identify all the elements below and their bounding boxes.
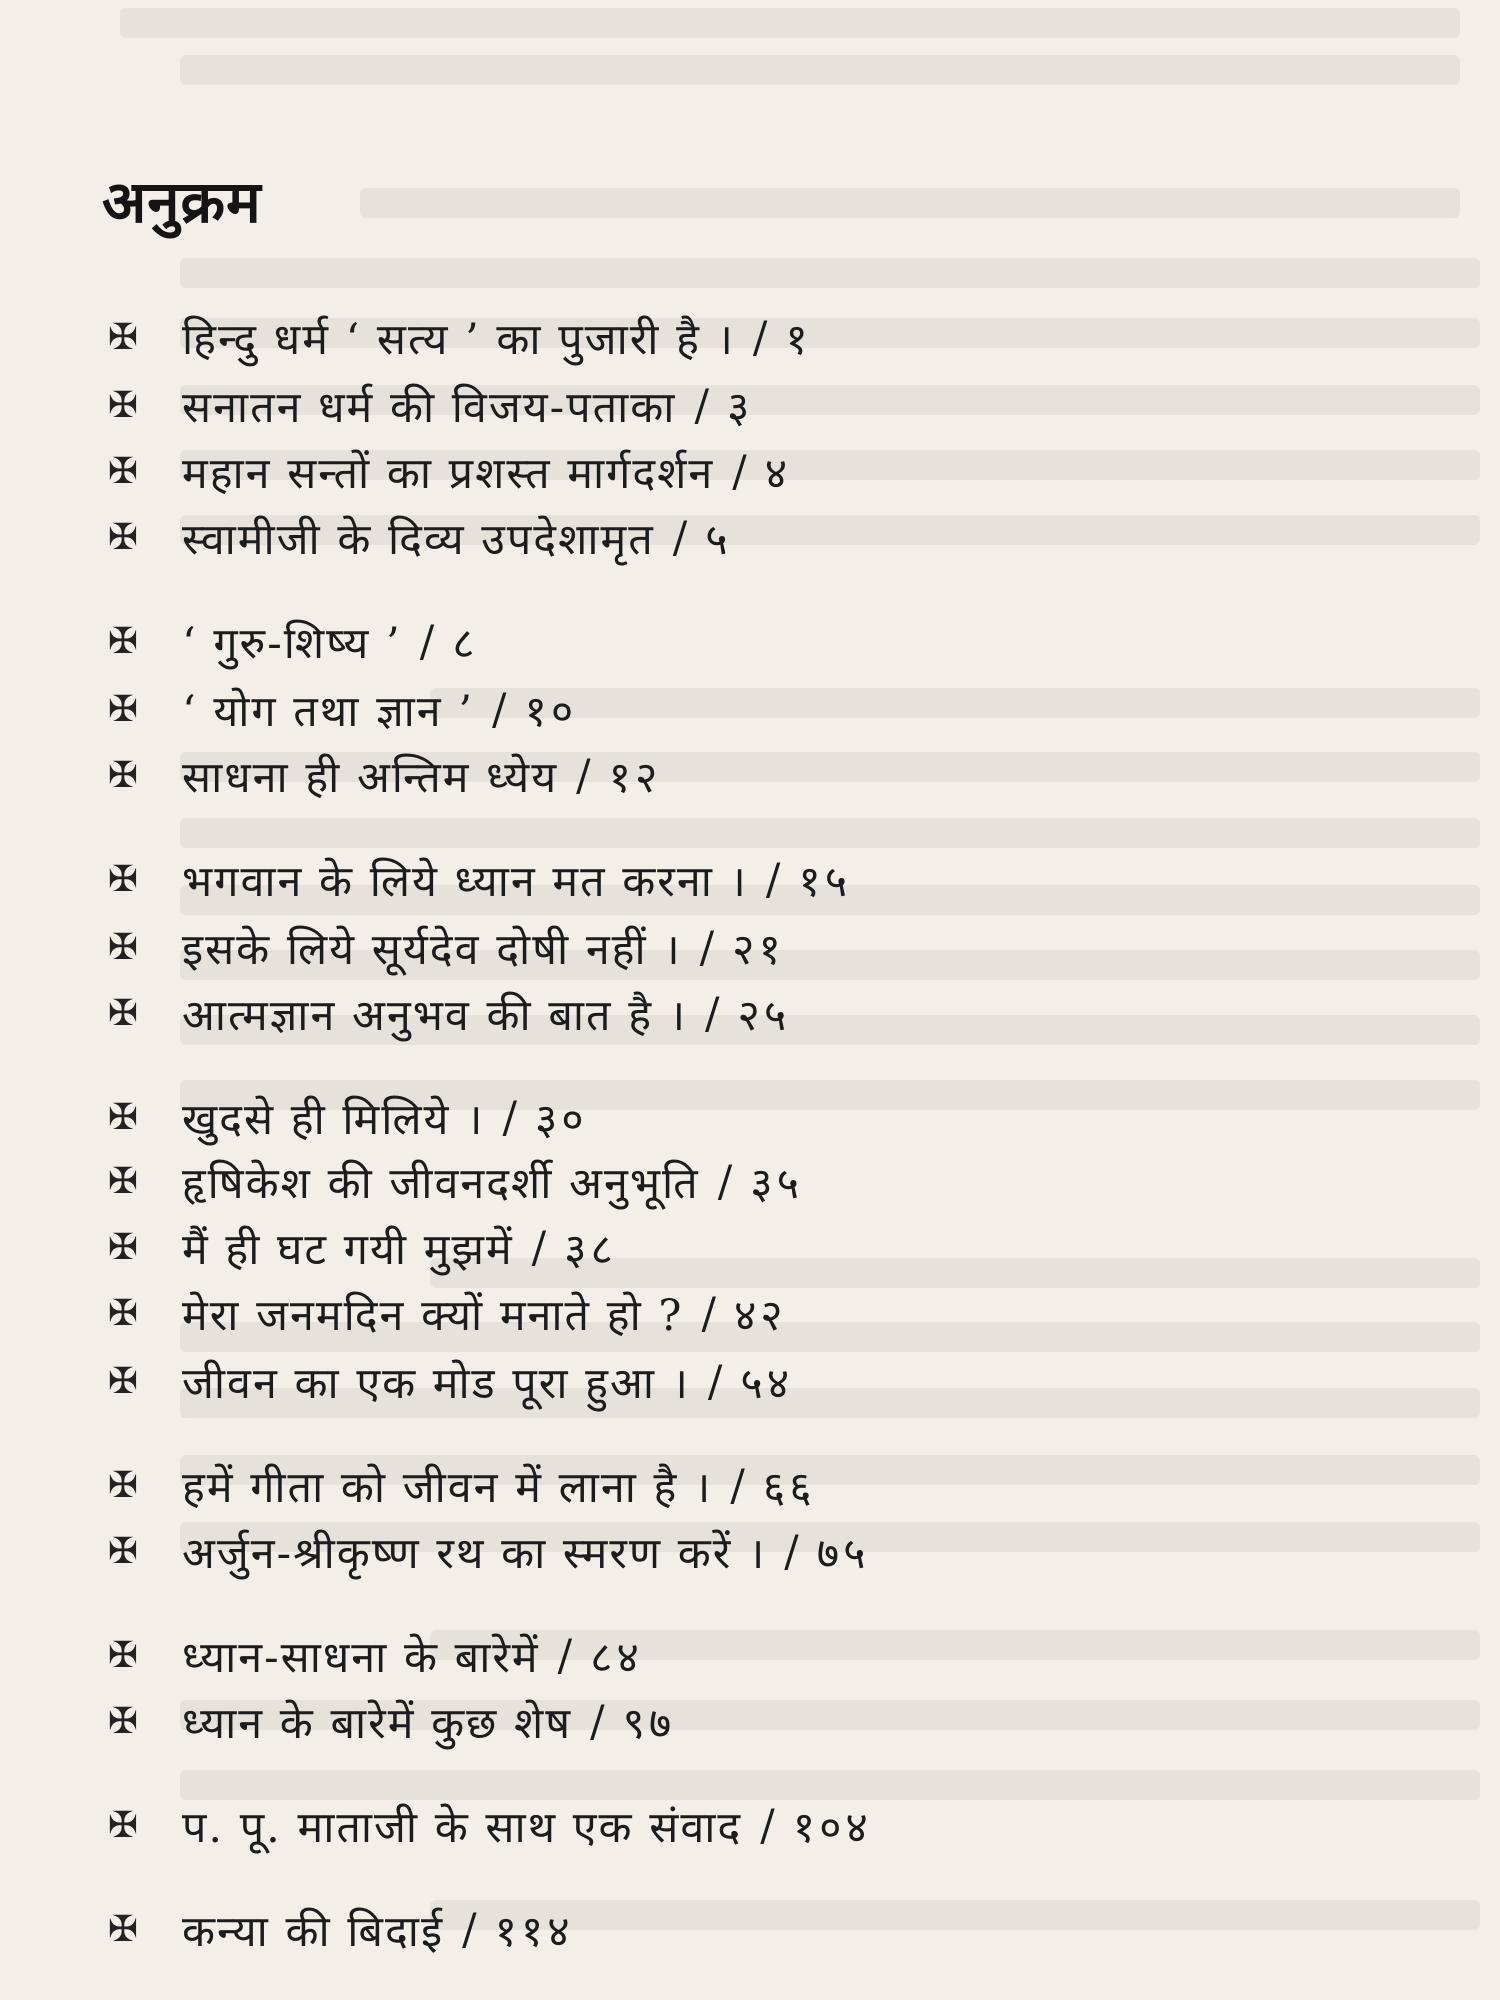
toc-entry-page-number: १ — [785, 315, 812, 365]
toc-entry-separator: / — [462, 1904, 477, 1955]
toc-entry-title: हिन्दु धर्म ‘ सत्य ’ का पुजारी है । — [182, 315, 735, 365]
toc-entry-page-number: ४ — [764, 449, 792, 499]
toc-entry-separator: / — [502, 1092, 517, 1143]
toc-entry — [100, 1218, 617, 1277]
maltese-cross-bullet-icon: ✠ — [107, 1909, 139, 1950]
toc-entry-title: कन्या की बिदाई — [182, 1907, 445, 1957]
toc-entry-page-number: ६६ — [762, 1463, 816, 1513]
toc-entry-title: साधना ही अन्तिम ध्येय — [182, 753, 559, 803]
toc-entry-separator: / — [557, 1630, 573, 1681]
toc-entry-separator: / — [492, 684, 507, 735]
toc-entry — [100, 612, 479, 671]
toc-entry — [100, 1352, 793, 1411]
toc-entry-separator: / — [752, 312, 768, 363]
toc-entry — [100, 680, 577, 739]
maltese-cross-bullet-icon: ✠ — [107, 1293, 139, 1334]
toc-entry-title: महान सन्तों का प्रशस्त मार्गदर्शन — [182, 449, 715, 499]
toc-entry — [100, 1626, 643, 1685]
toc-entry — [100, 308, 812, 367]
toc-entry-title: मेरा जनमदिन क्यों मनाते हो ? — [182, 1291, 684, 1341]
toc-entry-page-number: ९७ — [622, 1699, 676, 1749]
toc-entry-page-number: ४२ — [733, 1291, 787, 1341]
toc-entry — [100, 1900, 574, 1959]
toc-entry-separator: / — [784, 1526, 799, 1577]
maltese-cross-bullet-icon: ✠ — [107, 1161, 139, 1202]
toc-entry-separator: / — [699, 922, 715, 973]
toc-entry — [100, 850, 851, 909]
toc-entry — [100, 1088, 588, 1147]
toc-entry-page-number: ५४ — [740, 1359, 794, 1409]
toc-entry — [100, 376, 753, 435]
toc-entry-title: जीवन का एक मोड पूरा हुआ । — [182, 1359, 690, 1409]
maltese-cross-bullet-icon: ✠ — [107, 451, 139, 492]
toc-entry-title: अर्जुन-श्रीकृष्ण रथ का स्मरण करें । — [182, 1529, 767, 1579]
toc-entry-title: भगवान के लिये ध्यान मत करना । — [182, 857, 748, 907]
toc-entry-title: ‘ योग तथा ज्ञान ’ — [182, 687, 474, 737]
maltese-cross-bullet-icon: ✠ — [107, 859, 139, 900]
maltese-cross-bullet-icon: ✠ — [107, 1361, 139, 1402]
toc-entry-page-number: ३० — [534, 1095, 588, 1145]
toc-entry-title: हृषिकेश की जीवनदर्शी अनुभूति — [182, 1159, 700, 1209]
toc-entry — [100, 1796, 872, 1855]
toc-entry-separator: / — [672, 512, 688, 563]
maltese-cross-bullet-icon: ✠ — [107, 1805, 139, 1846]
toc-entry-page-number: ३८ — [564, 1225, 617, 1275]
maltese-cross-bullet-icon: ✠ — [107, 993, 139, 1034]
toc-entry-page-number: २१ — [732, 925, 785, 975]
toc-entry-separator: / — [705, 988, 720, 1039]
toc-entry-page-number: ८४ — [590, 1633, 643, 1683]
toc-entry-title: आत्मज्ञान अनुभव की बात है । — [182, 991, 687, 1041]
toc-entry-page-number: ११४ — [494, 1907, 574, 1957]
maltese-cross-bullet-icon: ✠ — [107, 517, 139, 558]
toc-entry-title: खुदसे ही मिलिये । — [182, 1095, 485, 1145]
toc-entry-separator: / — [419, 616, 435, 667]
toc-entry-title: सनातन धर्म की विजय-पताका — [182, 383, 677, 433]
toc-entry-separator: / — [730, 1460, 745, 1511]
toc-entry-title: ‘ गुरु-शिष्य ’ — [182, 619, 402, 669]
toc-entry-title: हमें गीता को जीवन में लाना है । — [182, 1463, 713, 1513]
toc-entry — [100, 508, 732, 567]
toc-entry-page-number: ३५ — [750, 1159, 803, 1209]
maltese-cross-bullet-icon: ✠ — [107, 689, 139, 730]
maltese-cross-bullet-icon: ✠ — [107, 1701, 139, 1742]
maltese-cross-bullet-icon: ✠ — [107, 1227, 139, 1268]
toc-entry — [100, 1284, 787, 1343]
toc-entry — [100, 1456, 816, 1515]
maltese-cross-bullet-icon: ✠ — [107, 621, 139, 662]
contents-heading: अनुक्रम — [102, 168, 262, 236]
toc-entry-separator: / — [590, 1696, 605, 1747]
toc-entry-separator: / — [701, 1288, 716, 1339]
maltese-cross-bullet-icon: ✠ — [107, 755, 139, 796]
toc-entry — [100, 1692, 675, 1751]
toc-entry-separator: / — [717, 1156, 733, 1207]
toc-entry — [100, 1522, 870, 1581]
toc-entry-page-number: २५ — [737, 991, 791, 1041]
toc-entry-page-number: १०४ — [792, 1803, 872, 1853]
toc-entry-separator: / — [765, 854, 781, 905]
toc-entry-title: ध्यान-साधना के बारेमें — [182, 1633, 540, 1683]
toc-entry-separator: / — [760, 1800, 775, 1851]
toc-entry — [100, 918, 785, 977]
toc-entry-page-number: ३ — [726, 383, 754, 433]
toc-entry-title: ध्यान के बारेमें कुछ शेष — [182, 1699, 573, 1749]
toc-entry-separator: / — [694, 380, 709, 431]
maltese-cross-bullet-icon: ✠ — [107, 1097, 139, 1138]
toc-entry-title: स्वामीजी के दिव्य उपदेशामृत — [182, 515, 655, 565]
toc-entry — [100, 746, 661, 805]
toc-entry — [100, 984, 790, 1043]
toc-entry-page-number: १२ — [608, 753, 662, 803]
toc-entry-page-number: १५ — [798, 857, 852, 907]
toc-entry-separator: / — [732, 446, 747, 497]
maltese-cross-bullet-icon: ✠ — [107, 927, 139, 968]
maltese-cross-bullet-icon: ✠ — [107, 1465, 139, 1506]
toc-entry-separator: / — [531, 1222, 547, 1273]
toc-entry-separator: / — [576, 750, 591, 801]
toc-entry — [100, 1152, 803, 1211]
maltese-cross-bullet-icon: ✠ — [107, 1635, 139, 1676]
toc-entry-separator: / — [707, 1356, 723, 1407]
toc-entry — [100, 442, 791, 501]
maltese-cross-bullet-icon: ✠ — [107, 385, 139, 426]
toc-entry-title: मैं ही घट गयी मुझमें — [182, 1225, 514, 1275]
maltese-cross-bullet-icon: ✠ — [107, 317, 139, 358]
toc-entry-page-number: १० — [524, 687, 578, 737]
maltese-cross-bullet-icon: ✠ — [107, 1531, 139, 1572]
toc-entry-page-number: ८ — [452, 619, 479, 669]
toc-entry-title: इसके लिये सूर्यदेव दोषी नहीं । — [182, 925, 682, 975]
toc-entry-page-number: ७५ — [816, 1529, 870, 1579]
toc-entry-title: प. पू. माताजी के साथ एक संवाद — [182, 1803, 743, 1853]
toc-entry-page-number: ५ — [705, 515, 732, 565]
